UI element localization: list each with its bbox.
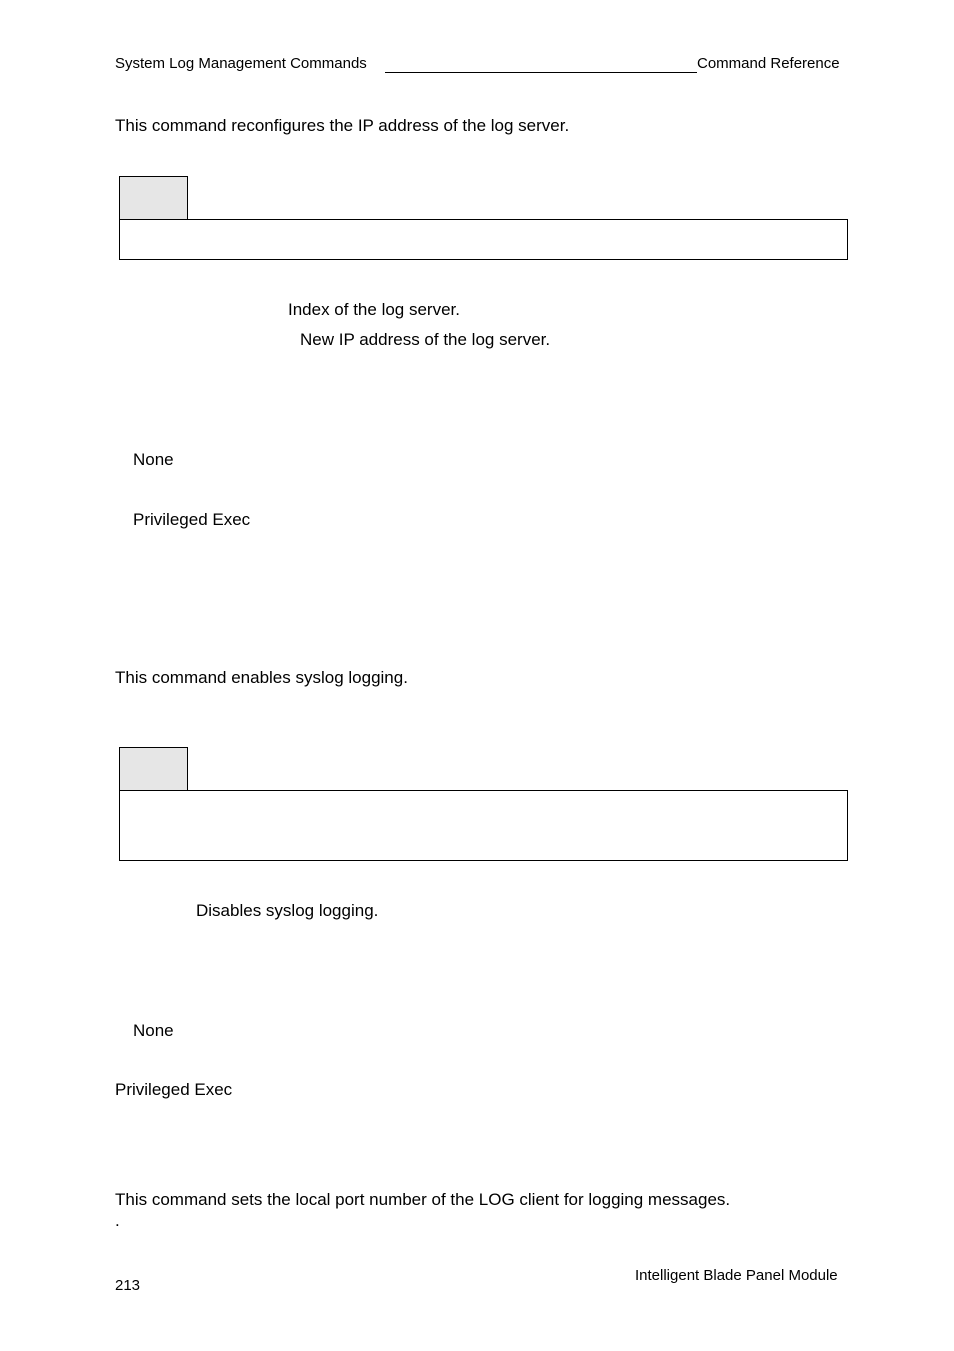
section1-syntax-tab [119,176,188,220]
section2-syntax-box [119,790,848,861]
section1-command-mode: Privileged Exec [133,510,251,529]
section1-description: This command reconfigures the IP address of the log server. [115,116,570,135]
header-right-title: Command Reference [697,55,840,72]
section3-description: This command sets the local port number of the LOG client for logging messages. [115,1190,731,1209]
header-rule [385,72,697,73]
section2-syntax-tab [119,747,188,791]
footer-product-name: Intelligent Blade Panel Module [635,1267,838,1284]
header-left-title: System Log Management Commands [115,55,367,72]
section1-syntax-box [119,219,848,260]
section1-param-index: Index of the log server. [288,300,460,319]
footer-page-number: 213 [115,1277,141,1294]
section2-command-mode: Privileged Exec [115,1080,233,1099]
section3-trailing-period: . [115,1211,120,1230]
section1-param-ip: New IP address of the log server. [300,330,551,349]
section2-default-value: None [133,1021,174,1040]
section2-description: This command enables syslog logging. [115,668,408,687]
section2-param-disable: Disables syslog logging. [196,901,379,920]
section1-default-value: None [133,450,174,469]
